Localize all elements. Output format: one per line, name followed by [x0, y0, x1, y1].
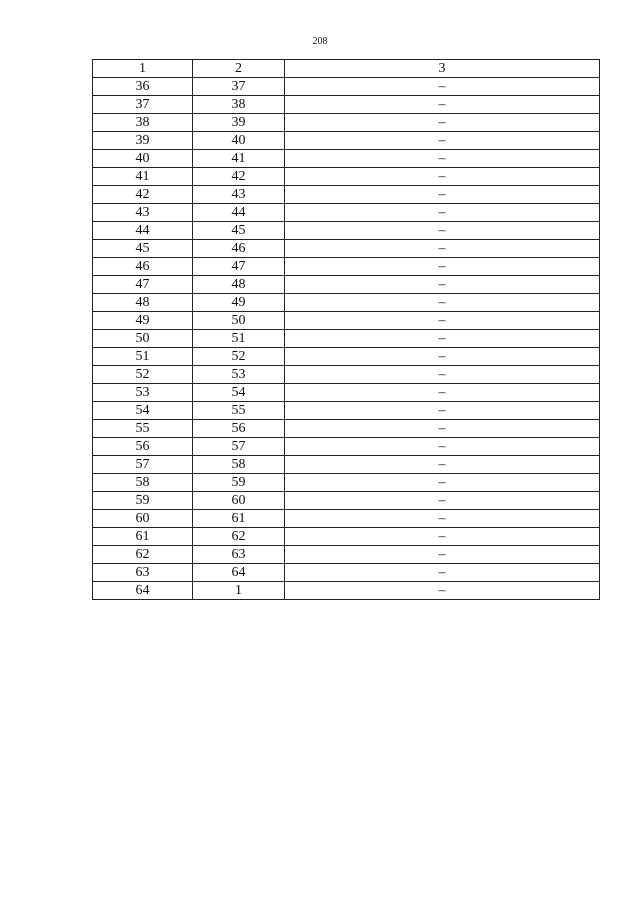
table-row: [93, 330, 600, 348]
table-row: [93, 582, 600, 600]
table-row: [93, 312, 600, 330]
table-cell-col-1: 42: [93, 186, 193, 204]
table-row: [93, 492, 600, 510]
table-cell-col-3: –: [285, 186, 600, 204]
table-row: [93, 132, 600, 150]
table-cell-col-1: 59: [93, 492, 193, 510]
table-body: [93, 78, 600, 600]
table-cell-col-2: 56: [193, 420, 285, 438]
table-cell-col-2: 44: [193, 204, 285, 222]
column-header-1: 1: [93, 60, 193, 78]
table-row: [93, 456, 600, 474]
table-cell-col-3: –: [285, 456, 600, 474]
table-cell-col-2: 40: [193, 132, 285, 150]
table-cell-col-2: 51: [193, 330, 285, 348]
table-cell-col-1: 48: [93, 294, 193, 312]
table-cell-col-2: 64: [193, 564, 285, 582]
table-cell-col-2: 50: [193, 312, 285, 330]
table-row: [93, 150, 600, 168]
table-cell-col-2: 54: [193, 384, 285, 402]
table-cell-col-2: 37: [193, 78, 285, 96]
table-row: [93, 402, 600, 420]
table-cell-col-3: –: [285, 114, 600, 132]
table-cell-col-3: –: [285, 582, 600, 600]
table-cell-col-1: 40: [93, 150, 193, 168]
table-row: [93, 420, 600, 438]
table-row: [93, 276, 600, 294]
table-cell-col-2: 55: [193, 402, 285, 420]
table-cell-col-1: 54: [93, 402, 193, 420]
table-row: [93, 384, 600, 402]
table-row: [93, 546, 600, 564]
table-row: [93, 204, 600, 222]
table-cell-col-3: –: [285, 564, 600, 582]
table-row: [93, 528, 600, 546]
table-cell-col-2: 58: [193, 456, 285, 474]
table-row: [93, 510, 600, 528]
table-row: [93, 168, 600, 186]
table-cell-col-3: –: [285, 348, 600, 366]
table-cell-col-3: –: [285, 330, 600, 348]
table-cell-col-2: 43: [193, 186, 285, 204]
table-row: [93, 438, 600, 456]
table-cell-col-2: 62: [193, 528, 285, 546]
table-cell-col-2: 53: [193, 366, 285, 384]
column-header-2: 2: [193, 60, 285, 78]
table-cell-col-1: 61: [93, 528, 193, 546]
table-cell-col-3: –: [285, 240, 600, 258]
table-cell-col-1: 47: [93, 276, 193, 294]
table-cell-col-1: 63: [93, 564, 193, 582]
table-cell-col-3: –: [285, 492, 600, 510]
table-cell-col-3: –: [285, 510, 600, 528]
data-table: [92, 59, 600, 600]
table-cell-col-3: –: [285, 258, 600, 276]
table-cell-col-1: 39: [93, 132, 193, 150]
table-cell-col-2: 57: [193, 438, 285, 456]
table-cell-col-1: 56: [93, 438, 193, 456]
table-cell-col-3: –: [285, 168, 600, 186]
table-cell-col-1: 51: [93, 348, 193, 366]
table-cell-col-2: 42: [193, 168, 285, 186]
table-cell-col-3: –: [285, 78, 600, 96]
table-cell-col-2: 49: [193, 294, 285, 312]
table-cell-col-2: 38: [193, 96, 285, 114]
table-row: [93, 294, 600, 312]
table-cell-col-1: 45: [93, 240, 193, 258]
table-cell-col-2: 1: [193, 582, 285, 600]
table-cell-col-2: 46: [193, 240, 285, 258]
table-cell-col-1: 53: [93, 384, 193, 402]
table-cell-col-3: –: [285, 132, 600, 150]
table-cell-col-3: –: [285, 294, 600, 312]
table-row: [93, 222, 600, 240]
table-cell-col-1: 58: [93, 474, 193, 492]
table-cell-col-1: 44: [93, 222, 193, 240]
table-row: [93, 78, 600, 96]
table-cell-col-3: –: [285, 312, 600, 330]
table-cell-col-1: 50: [93, 330, 193, 348]
table-cell-col-3: –: [285, 150, 600, 168]
table-row: [93, 186, 600, 204]
table-cell-col-1: 55: [93, 420, 193, 438]
table-cell-col-3: –: [285, 402, 600, 420]
table-cell-col-1: 57: [93, 456, 193, 474]
table-cell-col-2: 41: [193, 150, 285, 168]
table-cell-col-2: 59: [193, 474, 285, 492]
table-cell-col-3: –: [285, 474, 600, 492]
table-cell-col-2: 60: [193, 492, 285, 510]
table-cell-col-1: 38: [93, 114, 193, 132]
table-cell-col-1: 52: [93, 366, 193, 384]
table-cell-col-1: 62: [93, 546, 193, 564]
table-row: [93, 258, 600, 276]
table-row: [93, 114, 600, 132]
table-row: [93, 474, 600, 492]
table-cell-col-1: 49: [93, 312, 193, 330]
table-cell-col-2: 39: [193, 114, 285, 132]
table-cell-col-2: 61: [193, 510, 285, 528]
table-cell-col-3: –: [285, 546, 600, 564]
table-cell-col-3: –: [285, 420, 600, 438]
table-cell-col-3: –: [285, 96, 600, 114]
table-cell-col-3: –: [285, 276, 600, 294]
table-row: [93, 240, 600, 258]
table-cell-col-1: 46: [93, 258, 193, 276]
table-cell-col-1: 41: [93, 168, 193, 186]
table-row: [93, 348, 600, 366]
table-row: [93, 366, 600, 384]
table-row: [93, 96, 600, 114]
table-cell-col-3: –: [285, 366, 600, 384]
table-cell-col-3: –: [285, 384, 600, 402]
table-cell-col-2: 52: [193, 348, 285, 366]
table-row: [93, 564, 600, 582]
table-cell-col-2: 45: [193, 222, 285, 240]
table-cell-col-1: 60: [93, 510, 193, 528]
table-cell-col-1: 36: [93, 78, 193, 96]
table-cell-col-1: 37: [93, 96, 193, 114]
table-cell-col-3: –: [285, 222, 600, 240]
table-cell-col-2: 48: [193, 276, 285, 294]
table-cell-col-1: 64: [93, 582, 193, 600]
table-header: [93, 60, 600, 78]
table-cell-col-3: –: [285, 438, 600, 456]
table-cell-col-2: 47: [193, 258, 285, 276]
header-row: [93, 60, 600, 78]
table-cell-col-1: 43: [93, 204, 193, 222]
table-cell-col-3: –: [285, 204, 600, 222]
column-header-3: 3: [285, 60, 600, 78]
table-cell-col-3: –: [285, 528, 600, 546]
page-number: 208: [312, 36, 328, 47]
table-cell-col-2: 63: [193, 546, 285, 564]
